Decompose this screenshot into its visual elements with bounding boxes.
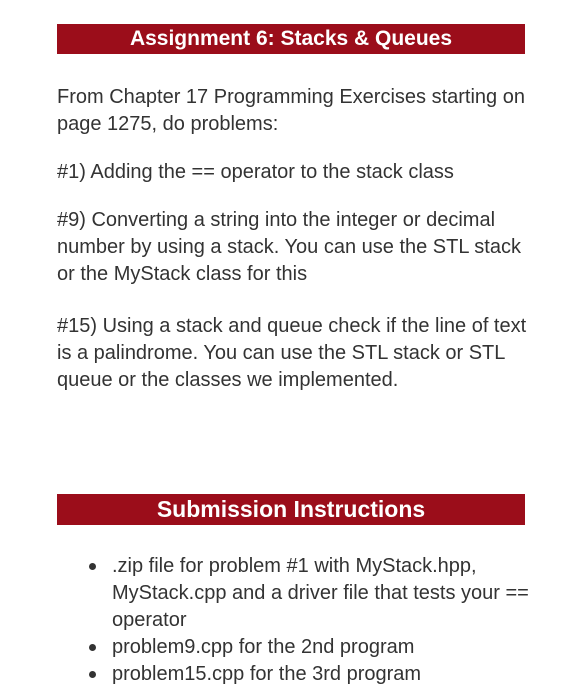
submission-title: Submission Instructions bbox=[156, 496, 426, 522]
problem-1-text: #1) Adding the == operator to the stack class bbox=[57, 161, 454, 183]
submission-item-text: problem9.cpp for the 2nd program bbox=[112, 636, 415, 658]
intro-paragraph: From Chapter 17 Programming Exercises starting on page 1275, do problems: bbox=[57, 86, 525, 135]
list-item bbox=[0, 661, 532, 688]
submission-title-banner bbox=[57, 494, 525, 525]
bullet-icon bbox=[89, 644, 96, 651]
submission-item-text: .zip file for problem #1 with MyStack.hpp, MyStack.cpp and a driver file that tests your == operator bbox=[112, 555, 529, 631]
assignment-title: Assignment 6: Stacks & Queues bbox=[129, 27, 453, 50]
bullet-icon bbox=[89, 671, 96, 678]
assignment-title-banner bbox=[57, 24, 525, 54]
list-item bbox=[0, 634, 532, 661]
bullet-icon bbox=[89, 563, 96, 570]
list-item bbox=[0, 553, 532, 634]
submission-item-text: problem15.cpp for the 3rd program bbox=[112, 663, 422, 685]
submission-list bbox=[0, 553, 574, 688]
problem-15-text: #15) Using a stack and queue check if the line of text is a palindrome. You can use the STL stack or STL queue or the classes we implemented. bbox=[57, 315, 527, 391]
problem-9-text: #9) Converting a string into the integer or decimal number by using a stack. You can use the STL stack or the MyStack class for this bbox=[57, 209, 521, 285]
